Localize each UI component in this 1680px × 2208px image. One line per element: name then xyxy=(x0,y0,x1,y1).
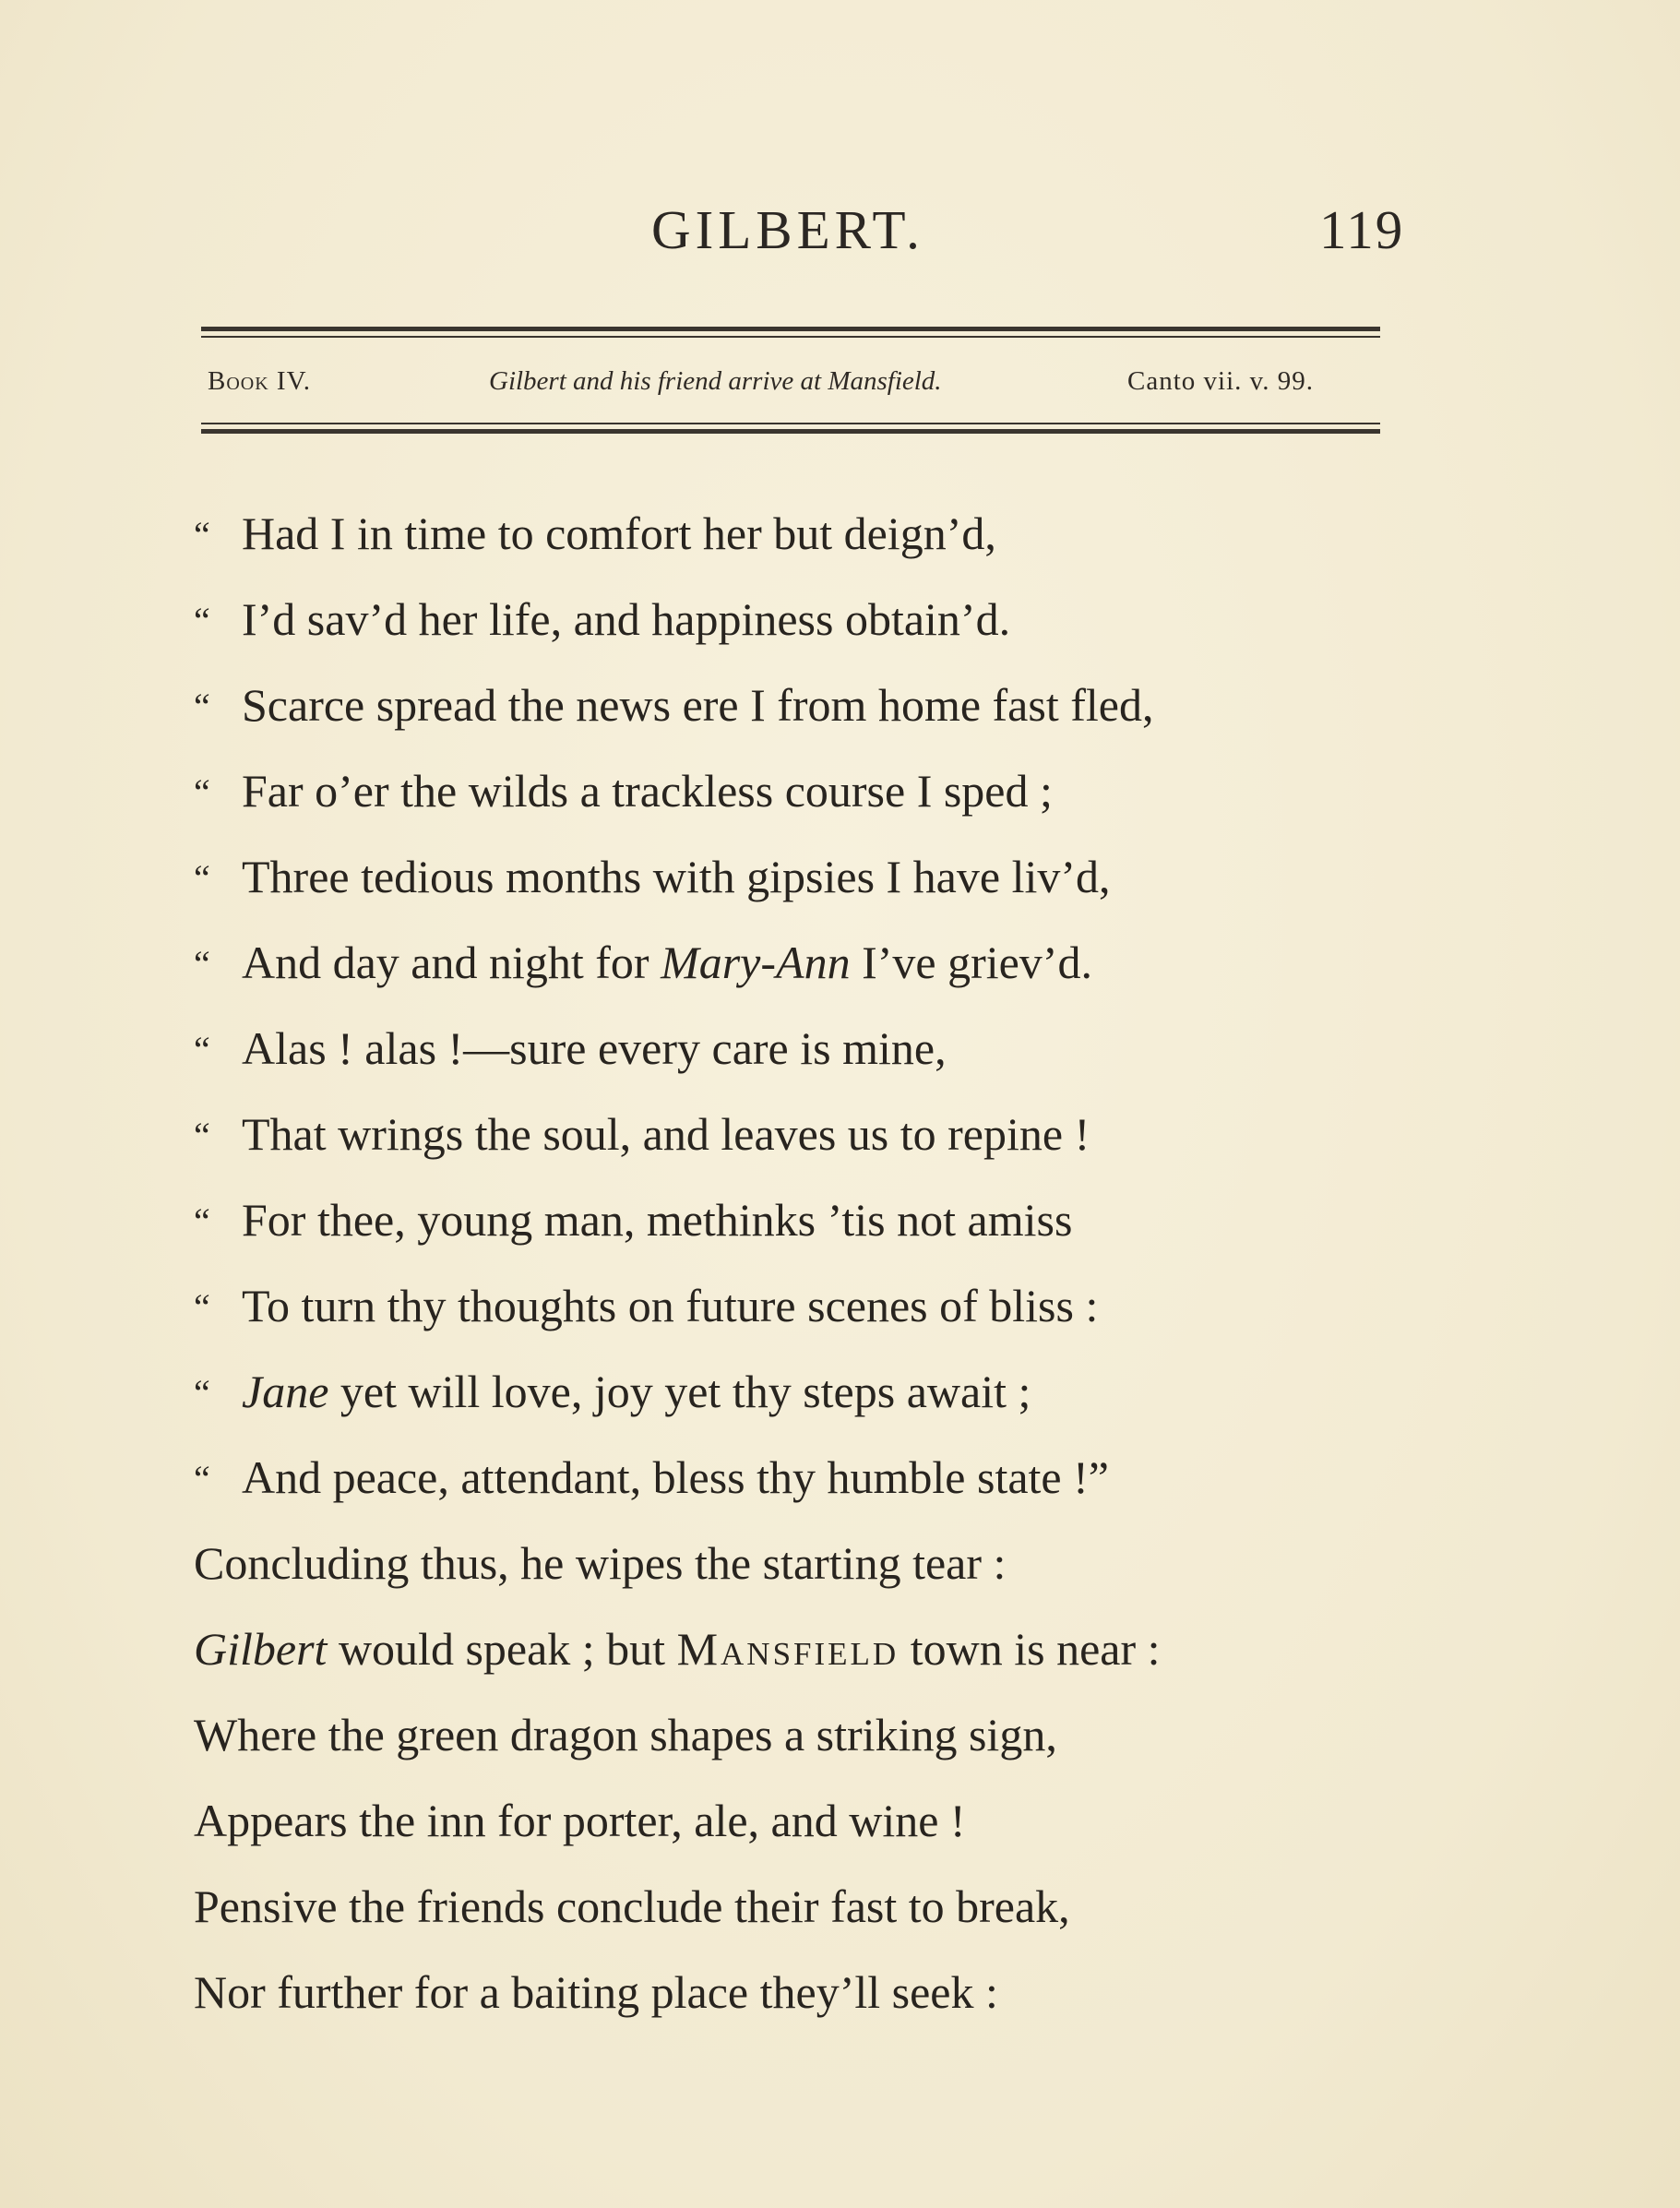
opening-quote-mark: “ xyxy=(194,514,210,555)
verse-line xyxy=(194,1013,1393,1099)
verse-text: And peace, attendant, bless thy humble state !” xyxy=(242,1451,1109,1503)
page-number: 119 xyxy=(1319,199,1405,260)
verse-text: Appears the inn for porter, ale, and wine ! xyxy=(194,1795,966,1846)
verse-text: And day and night for xyxy=(242,937,661,988)
verse-text: For thee, young man, methinks ’tis not amiss xyxy=(242,1194,1073,1246)
header-rule-top-thin xyxy=(201,336,1380,338)
running-head xyxy=(0,198,1680,263)
verse-line xyxy=(194,841,1393,927)
verse-line xyxy=(194,1271,1393,1356)
verse-text: Pensive the friends conclude their fast to break, xyxy=(194,1880,1070,1932)
section-argument: Gilbert and his friend arrive at Mansfield. xyxy=(489,366,942,396)
verse-text: I’ve griev’d. xyxy=(850,937,1092,988)
verse-line xyxy=(194,1871,1393,1957)
verse-line xyxy=(194,927,1393,1013)
verse-line xyxy=(194,1614,1393,1700)
verse-text: Scarce spread the news ere I from home fast fled, xyxy=(242,679,1154,731)
verse-line xyxy=(194,498,1393,584)
verse-text: I’d sav’d her life, and happiness obtain’d. xyxy=(242,593,1011,645)
opening-quote-mark: “ xyxy=(194,1200,210,1242)
canto-verse-reference: Canto vii. v. 99. xyxy=(1127,366,1315,396)
italic-name: Gilbert xyxy=(194,1623,328,1675)
verse-line xyxy=(194,1957,1393,2043)
verse-line xyxy=(194,670,1393,756)
verse-line xyxy=(194,1700,1393,1785)
opening-quote-mark: “ xyxy=(194,943,210,985)
canto-subheading xyxy=(0,366,1680,407)
header-rule-bottom-thick xyxy=(201,429,1380,434)
verse-line xyxy=(194,1356,1393,1442)
opening-quote-mark: “ xyxy=(194,1029,210,1070)
verse-line xyxy=(194,1442,1393,1528)
opening-quote-mark: “ xyxy=(194,1372,210,1414)
verse-text: Nor further for a baiting place they’ll seek : xyxy=(194,1966,998,2018)
opening-quote-mark: “ xyxy=(194,1115,210,1156)
verse-text: Where the green dragon shapes a striking sign, xyxy=(194,1709,1057,1760)
header-rule-top-thick xyxy=(201,327,1380,331)
header-rule-bottom-thin xyxy=(201,423,1380,424)
opening-quote-mark: “ xyxy=(194,771,210,813)
verse-text: would speak ; but xyxy=(327,1623,677,1675)
verse-text: yet will love, joy yet thy steps await ; xyxy=(328,1366,1031,1417)
opening-quote-mark: “ xyxy=(194,857,210,899)
running-title: GILBERT. xyxy=(651,199,924,260)
small-caps-place-name: Mansfield xyxy=(676,1623,900,1675)
opening-quote-mark: “ xyxy=(194,600,210,641)
opening-quote-mark: “ xyxy=(194,1458,210,1499)
opening-quote-mark: “ xyxy=(194,1286,210,1328)
verse-line xyxy=(194,756,1393,841)
italic-name: Jane xyxy=(242,1366,329,1417)
verse-text: Had I in time to comfort her but deign’d, xyxy=(242,507,996,559)
verse-text: Far o’er the wilds a trackless course I sped ; xyxy=(242,765,1053,817)
verse-line xyxy=(194,1785,1393,1871)
verse-text: Concluding thus, he wipes the starting tear : xyxy=(194,1537,1007,1589)
verse-body xyxy=(194,498,1393,2043)
verse-text: That wrings the soul, and leaves us to repine ! xyxy=(242,1108,1090,1160)
opening-quote-mark: “ xyxy=(194,686,210,727)
verse-text: Alas ! alas !—sure every care is mine, xyxy=(242,1022,947,1074)
verse-line xyxy=(194,1099,1393,1185)
italic-name: Mary-Ann xyxy=(661,937,851,988)
verse-text: Three tedious months with gipsies I have liv’d, xyxy=(242,851,1111,902)
verse-line xyxy=(194,1528,1393,1614)
verse-line xyxy=(194,584,1393,670)
verse-text: town is near : xyxy=(899,1623,1161,1675)
book-number: Book IV. xyxy=(208,366,312,396)
verse-line xyxy=(194,1185,1393,1271)
verse-text: To turn thy thoughts on future scenes of bliss : xyxy=(242,1280,1099,1331)
